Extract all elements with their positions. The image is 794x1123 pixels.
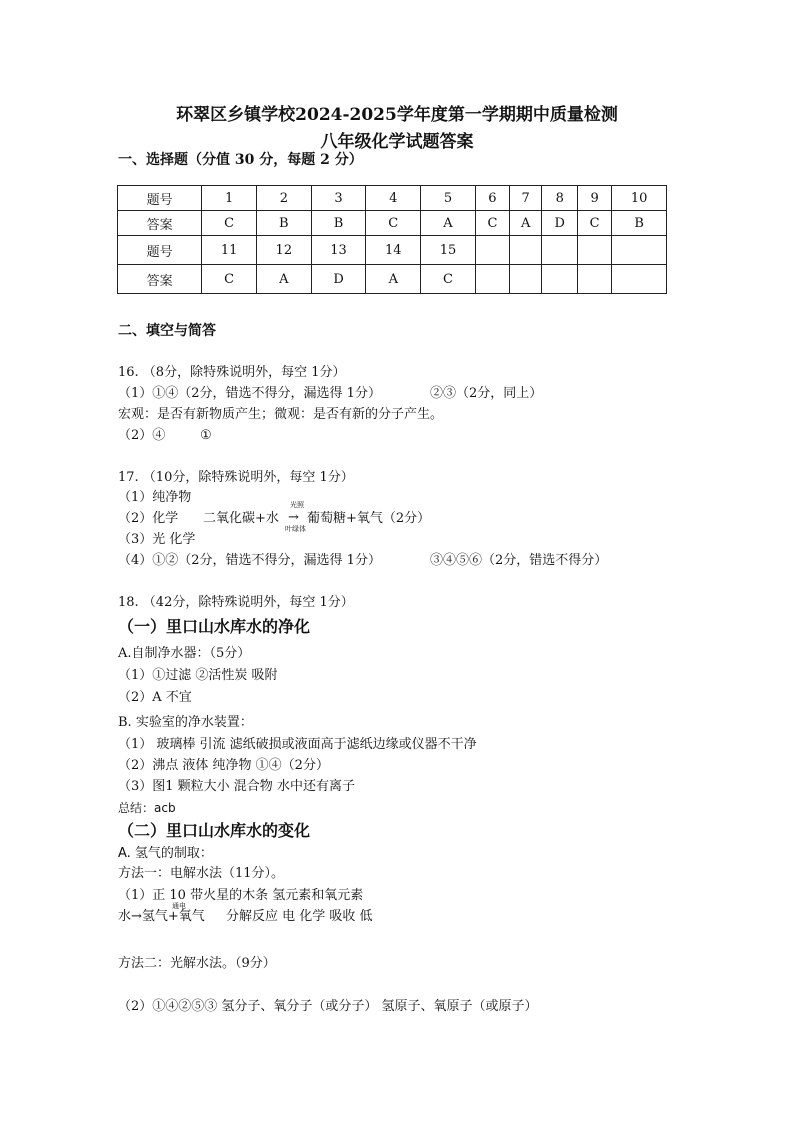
q18-b-heading: B. 实验室的净水装置：	[118, 715, 253, 730]
table-cell: 答案	[118, 211, 202, 236]
table-cell	[578, 236, 612, 265]
table-cell: B	[256, 211, 311, 236]
q17-line4-second: ③④⑤⑥（2分，错选不得分）	[430, 553, 608, 568]
section2-heading: 二、填空与简答	[118, 323, 216, 339]
q18-method1-line2: 分解反应 电 化学 吸收 低	[226, 909, 373, 924]
table-cell: A	[366, 265, 421, 294]
q18-summary: 总结：acb	[118, 801, 176, 815]
q18-a-heading: A.自制净水器：（5分）	[118, 646, 251, 661]
q17-equation-right: 葡萄糖+氧气（2分）	[307, 511, 431, 526]
table-cell: 7	[510, 186, 542, 211]
table-cell: C	[578, 211, 612, 236]
q17-line3: （3）光 化学	[118, 532, 196, 547]
table-cell: 10	[612, 186, 667, 211]
q16-line3-second: ①	[200, 428, 212, 443]
q18-part2-heading: （二）里口山水库水的变化	[118, 821, 311, 840]
q17-line1: （1）纯净物	[118, 490, 192, 505]
table-cell	[542, 236, 578, 265]
q17-arrow-bottom-note: 叶绿体	[285, 525, 306, 533]
table-cell: B	[612, 211, 667, 236]
table-cell: B	[311, 211, 366, 236]
q18-a-line1: （1）①过滤 ②活性炭 吸附	[118, 668, 278, 683]
table-cell: D	[311, 265, 366, 294]
table-cell: 3	[311, 186, 366, 211]
table-cell: 答案	[118, 265, 202, 294]
table-cell	[475, 236, 509, 265]
table-cell: C	[421, 265, 476, 294]
table-cell	[578, 265, 612, 294]
table-cell: C	[202, 265, 257, 294]
table-cell: 题号	[118, 186, 202, 211]
q16-line1: （1）①④（2分，错选不得分，漏选得 1分）	[118, 386, 381, 401]
table-cell	[475, 265, 509, 294]
table-cell	[612, 265, 667, 294]
table-row	[118, 211, 667, 236]
q18-b-line1: （1） 玻璃棒 引流 滤纸破损或液面高于滤纸边缘或仪器不干净	[118, 737, 477, 752]
q16-line1-second: ②③（2分，同上）	[430, 386, 543, 401]
table-cell	[510, 236, 542, 265]
document-subtitle: 八年级化学试题答案	[320, 132, 474, 152]
q18-method1: 方法一：电解水法（11分）。	[118, 866, 285, 881]
section1-heading: 一、选择题（分值 30 分，每题 2 分）	[118, 152, 363, 168]
table-cell: A	[421, 211, 476, 236]
q16-line3: （2）④	[118, 428, 166, 443]
table-cell: 5	[421, 186, 476, 211]
q17-line2: （2）化学	[118, 511, 179, 526]
table-cell: 6	[475, 186, 509, 211]
table-cell	[612, 236, 667, 265]
q18-equation: 水→氢气+氧气	[118, 909, 205, 924]
table-cell: 9	[578, 186, 612, 211]
table-cell: C	[366, 211, 421, 236]
table-cell: 4	[366, 186, 421, 211]
document-title: 环翠区乡镇学校2024-2025学年度第一学期期中质量检测	[176, 105, 618, 125]
table-row	[118, 236, 667, 265]
table-cell: A	[510, 211, 542, 236]
q18-heading: 18. （42分，除特殊说明外，每空 1分）	[118, 595, 354, 610]
table-cell: 2	[256, 186, 311, 211]
table-row	[118, 186, 667, 211]
q17-equation-left: 二氧化碳+水	[203, 511, 279, 526]
q17-line4: （4）①②（2分，错选不得分，漏选得 1分）	[118, 553, 381, 568]
q18-method2-line1: （2）①④②⑤③ 氢分子、氧分子（或分子） 氢原子、氧原子（或原子）	[118, 999, 538, 1014]
q18-c-heading: A. 氢气的制取：	[118, 846, 213, 861]
q18-b-line3: （3）图1 颗粒大小 混合物 水中还有离子	[118, 779, 355, 794]
table-cell: 15	[421, 236, 476, 265]
table-cell: A	[256, 265, 311, 294]
table-cell: D	[542, 211, 578, 236]
q18-method1-line1: （1）正 10 带火星的木条 氢元素和氧元素	[118, 888, 364, 903]
q18-method2: 方法二：光解水法。（9分）	[118, 956, 276, 971]
table-row	[118, 265, 667, 294]
table-cell: 13	[311, 236, 366, 265]
table-cell	[542, 265, 578, 294]
table-cell: 题号	[118, 236, 202, 265]
q18-part1-heading: （一）里口山水库水的净化	[118, 617, 311, 636]
answer-table	[117, 185, 667, 294]
table-cell: C	[202, 211, 257, 236]
q18-a-line2: （2）A 不宜	[118, 690, 192, 705]
table-cell: 12	[256, 236, 311, 265]
table-cell	[510, 265, 542, 294]
table-cell: 1	[202, 186, 257, 211]
table-cell: 8	[542, 186, 578, 211]
table-cell: 14	[366, 236, 421, 265]
reaction-arrow-icon: →	[288, 510, 299, 525]
q17-arrow-top-note: 光照	[290, 501, 304, 509]
table-cell: 11	[202, 236, 257, 265]
table-cell: C	[475, 211, 509, 236]
q16-line2: 宏观：是否有新物质产生；微观：是否有新的分子产生。	[118, 407, 444, 422]
q18-b-line2: （2）沸点 液体 纯净物 ①④（2分）	[118, 758, 329, 773]
q17-heading: 17. （10分，除特殊说明外，每空 1分）	[118, 470, 354, 485]
q16-heading: 16. （8分，除特殊说明外，每空 1分）	[118, 365, 346, 380]
q18-arrow-top-note: 通电	[172, 902, 186, 910]
